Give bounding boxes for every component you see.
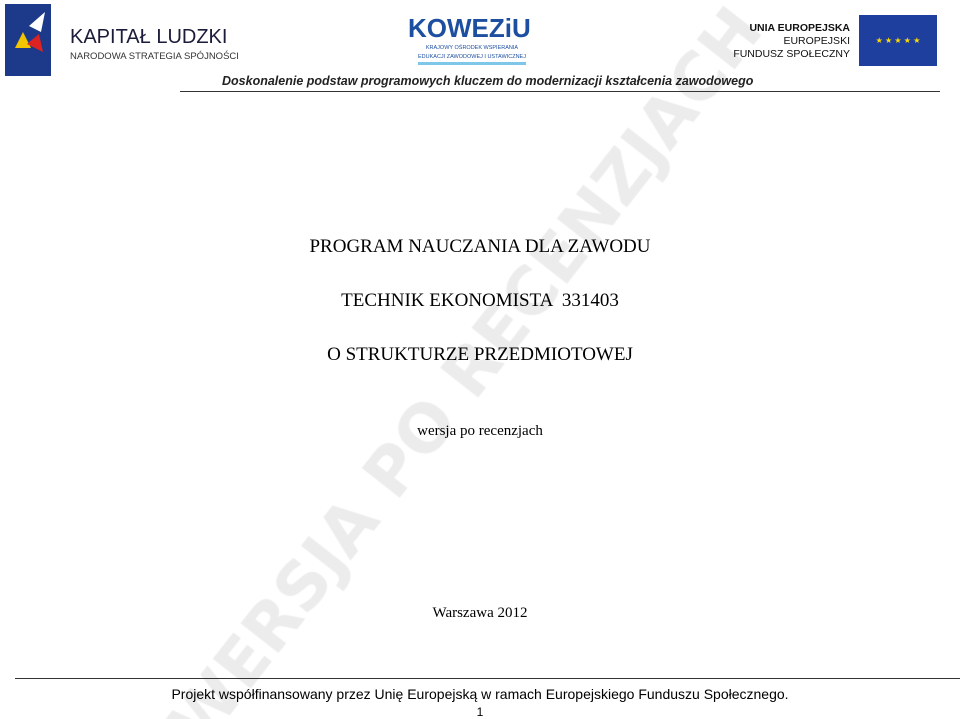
kl-subtitle: NARODOWA STRATEGIA SPÓJNOŚCI: [70, 51, 239, 62]
project-line: Doskonalenie podstaw programowych kluczem do modernizacji kształcenia zawodowego: [222, 74, 754, 88]
title-2: TECHNIK EKONOMISTA 331403: [341, 290, 619, 311]
koweziu-subtitle: [418, 44, 526, 65]
footer-text: Projekt współfinansowany przez Unię Europejską w ramach Europejskiego Funduszu Społecznego.: [171, 686, 789, 702]
page-number: 1: [476, 705, 484, 719]
kl-title: KAPITAŁ LUDZKI: [70, 26, 228, 48]
eu-text: [733, 22, 850, 61]
footer-divider: [15, 678, 960, 679]
koweziu-sub2: EDUKACJI ZAWODOWEJ I USTAWICZNEJ: [418, 53, 526, 65]
version-text: wersja po recenzjach: [417, 423, 543, 439]
kapital-ludzki-logo-icon: [5, 4, 51, 76]
header-divider: [180, 91, 940, 92]
koweziu-logo: KOWEZiU: [408, 13, 531, 43]
title-3: O STRUKTURZE PRZEDMIOTOWEJ: [327, 344, 633, 365]
eu-line3: FUNDUSZ SPOŁECZNY: [733, 48, 850, 60]
eu-flag-icon: ★ ★ ★ ★ ★: [859, 15, 937, 66]
koweziu-sub1: KRAJOWY OŚRODEK WSPIERANIA: [425, 45, 519, 51]
title-1: PROGRAM NAUCZANIA DLA ZAWODU: [309, 236, 651, 257]
eu-line1: UNIA EUROPEJSKA: [749, 22, 850, 34]
eu-line2: EUROPEJSKI: [783, 35, 850, 47]
place-year: Warszawa 2012: [432, 605, 528, 621]
